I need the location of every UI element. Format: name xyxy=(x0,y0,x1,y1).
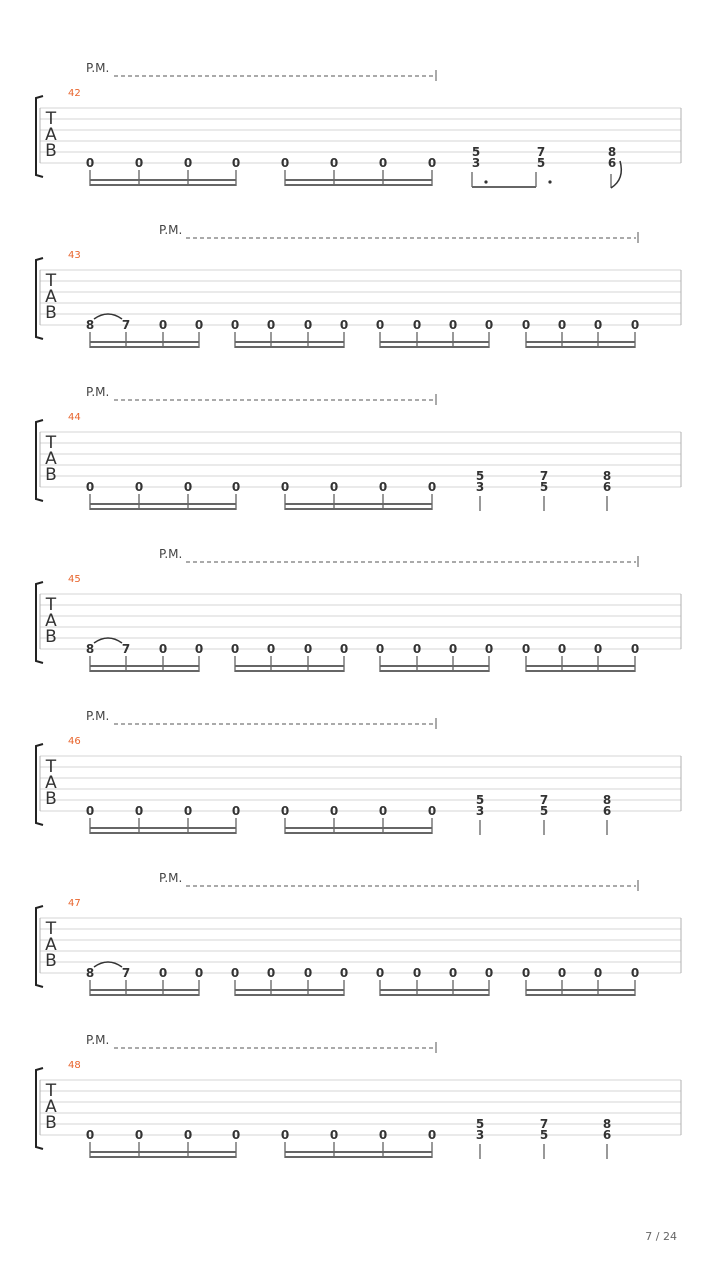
fret-number: 0 xyxy=(557,966,567,980)
palm-mute-label: P.M. xyxy=(159,871,183,885)
fret-number: 0 xyxy=(134,804,144,818)
bar-number: 43 xyxy=(68,250,81,261)
fret-number: 0 xyxy=(339,642,349,656)
tab-system xyxy=(36,385,681,511)
fret-number: 0 xyxy=(303,642,313,656)
bar-number: 48 xyxy=(68,1060,81,1071)
tab-clef-letter: T xyxy=(45,109,57,129)
palm-mute-label: P.M. xyxy=(159,223,183,237)
fret-number: 8 xyxy=(85,642,95,656)
fret-number: 0 xyxy=(339,318,349,332)
fret-number: 0 xyxy=(134,156,144,170)
fret-number: 0 xyxy=(521,966,531,980)
fret-number: 0 xyxy=(521,642,531,656)
fret-number: 8 xyxy=(602,793,612,807)
fret-number: 0 xyxy=(484,642,494,656)
tab-clef-letter: B xyxy=(45,465,57,485)
fret-number: 0 xyxy=(231,1128,241,1142)
fret-number: 0 xyxy=(230,642,240,656)
tab-clef-letter: A xyxy=(45,449,57,469)
fret-number: 7 xyxy=(121,642,131,656)
tab-clef-letter: T xyxy=(45,271,57,291)
fret-number: 0 xyxy=(231,480,241,494)
fret-number: 0 xyxy=(183,804,193,818)
fret-number: 0 xyxy=(630,966,640,980)
fret-number: 3 xyxy=(471,156,481,170)
slur xyxy=(94,638,122,643)
fret-number: 0 xyxy=(85,156,95,170)
fret-number: 0 xyxy=(280,1128,290,1142)
fret-number: 0 xyxy=(158,966,168,980)
fret-number: 8 xyxy=(602,469,612,483)
fret-number: 0 xyxy=(630,642,640,656)
tab-clef-letter: T xyxy=(45,433,57,453)
tab-system xyxy=(36,1033,681,1159)
fret-number: 0 xyxy=(158,642,168,656)
fret-number: 3 xyxy=(475,1128,485,1142)
tab-clef-letter: A xyxy=(45,935,57,955)
fret-number: 0 xyxy=(593,318,603,332)
fret-number: 0 xyxy=(194,642,204,656)
fret-number: 0 xyxy=(266,318,276,332)
slur xyxy=(94,314,122,319)
fret-number: 0 xyxy=(230,966,240,980)
fret-number: 0 xyxy=(303,966,313,980)
palm-mute-label: P.M. xyxy=(86,61,110,75)
fret-number: 0 xyxy=(280,804,290,818)
fret-number: 0 xyxy=(412,642,422,656)
fret-number: 0 xyxy=(158,318,168,332)
palm-mute-label: P.M. xyxy=(86,709,110,723)
fret-number: 0 xyxy=(85,1128,95,1142)
fret-number: 8 xyxy=(85,966,95,980)
fret-number: 0 xyxy=(231,156,241,170)
tab-clef-letter: A xyxy=(45,287,57,307)
fret-number: 7 xyxy=(539,1117,549,1131)
fret-number: 5 xyxy=(536,156,546,170)
palm-mute-label: P.M. xyxy=(159,547,183,561)
bar-number: 45 xyxy=(68,574,81,585)
fret-number: 0 xyxy=(375,642,385,656)
fret-number: 7 xyxy=(121,318,131,332)
fret-number: 0 xyxy=(194,966,204,980)
fret-number: 0 xyxy=(427,480,437,494)
fret-number: 0 xyxy=(134,480,144,494)
fret-number: 6 xyxy=(602,1128,612,1142)
tab-system xyxy=(36,547,681,672)
fret-number: 5 xyxy=(475,793,485,807)
fret-number: 0 xyxy=(557,318,567,332)
tab-clef-letter: B xyxy=(45,789,57,809)
tab-system xyxy=(36,61,681,188)
fret-number: 0 xyxy=(183,156,193,170)
fret-number: 8 xyxy=(602,1117,612,1131)
dot xyxy=(484,180,487,183)
tab-clef-letter: B xyxy=(45,141,57,161)
fret-number: 0 xyxy=(593,966,603,980)
fret-number: 0 xyxy=(339,966,349,980)
fret-number: 0 xyxy=(378,156,388,170)
fret-number: 7 xyxy=(121,966,131,980)
bar-number: 44 xyxy=(68,412,81,423)
bar-number: 46 xyxy=(68,736,81,747)
tab-clef-letter: B xyxy=(45,1113,57,1133)
tab-clef-letter: T xyxy=(45,595,57,615)
bar-number: 47 xyxy=(68,898,81,909)
fret-number: 7 xyxy=(539,469,549,483)
fret-number: 0 xyxy=(378,804,388,818)
fret-number: 7 xyxy=(539,793,549,807)
fret-number: 0 xyxy=(280,480,290,494)
fret-number: 0 xyxy=(230,318,240,332)
fret-number: 0 xyxy=(378,480,388,494)
fret-number: 0 xyxy=(266,642,276,656)
fret-number: 0 xyxy=(427,1128,437,1142)
tab-system xyxy=(36,223,681,348)
tab-clef-letter: B xyxy=(45,303,57,323)
fret-number: 0 xyxy=(329,804,339,818)
page-number: 7 / 24 xyxy=(645,1230,677,1243)
fret-number: 0 xyxy=(630,318,640,332)
bar-number: 42 xyxy=(68,88,81,99)
tab-clef-letter: T xyxy=(45,757,57,777)
fret-number: 0 xyxy=(448,642,458,656)
tab-clef-letter: T xyxy=(45,1081,57,1101)
fret-number: 0 xyxy=(194,318,204,332)
fret-number: 6 xyxy=(607,156,617,170)
fret-number: 0 xyxy=(183,480,193,494)
fret-number: 8 xyxy=(607,145,617,159)
tab-system xyxy=(36,709,681,835)
tab-clef-letter: A xyxy=(45,1097,57,1117)
fret-number: 0 xyxy=(448,966,458,980)
tab-system xyxy=(36,871,681,996)
fret-number: 0 xyxy=(231,804,241,818)
fret-number: 0 xyxy=(427,804,437,818)
fret-number: 6 xyxy=(602,804,612,818)
fret-number: 0 xyxy=(593,642,603,656)
tab-clef-letter: A xyxy=(45,773,57,793)
slur xyxy=(94,962,122,967)
fret-number: 0 xyxy=(183,1128,193,1142)
fret-number: 5 xyxy=(475,1117,485,1131)
fret-number: 0 xyxy=(448,318,458,332)
fret-number: 0 xyxy=(280,156,290,170)
tab-clef-letter: B xyxy=(45,627,57,647)
tab-clef-letter: B xyxy=(45,951,57,971)
fret-number: 0 xyxy=(378,1128,388,1142)
fret-number: 3 xyxy=(475,804,485,818)
fret-number: 6 xyxy=(602,480,612,494)
dot xyxy=(548,180,551,183)
fret-number: 0 xyxy=(412,966,422,980)
fret-number: 0 xyxy=(303,318,313,332)
fret-number: 0 xyxy=(329,156,339,170)
fret-number: 0 xyxy=(329,480,339,494)
fret-number: 0 xyxy=(85,804,95,818)
fret-number: 0 xyxy=(412,318,422,332)
palm-mute-label: P.M. xyxy=(86,385,110,399)
fret-number: 0 xyxy=(266,966,276,980)
fret-number: 7 xyxy=(536,145,546,159)
fret-number: 3 xyxy=(475,480,485,494)
fret-number: 0 xyxy=(375,318,385,332)
fret-number: 5 xyxy=(539,480,549,494)
fret-number: 0 xyxy=(557,642,567,656)
tab-clef-letter: A xyxy=(45,125,57,145)
fret-number: 5 xyxy=(539,1128,549,1142)
palm-mute-label: P.M. xyxy=(86,1033,110,1047)
fret-number: 5 xyxy=(539,804,549,818)
fret-number: 0 xyxy=(134,1128,144,1142)
fret-number: 0 xyxy=(375,966,385,980)
tab-clef-letter: T xyxy=(45,919,57,939)
fret-number: 0 xyxy=(427,156,437,170)
fret-number: 0 xyxy=(329,1128,339,1142)
fret-number: 5 xyxy=(471,145,481,159)
fret-number: 5 xyxy=(475,469,485,483)
fret-number: 0 xyxy=(521,318,531,332)
fret-number: 8 xyxy=(85,318,95,332)
fret-number: 0 xyxy=(484,318,494,332)
tab-clef-letter: A xyxy=(45,611,57,631)
fret-number: 0 xyxy=(484,966,494,980)
fret-number: 0 xyxy=(85,480,95,494)
